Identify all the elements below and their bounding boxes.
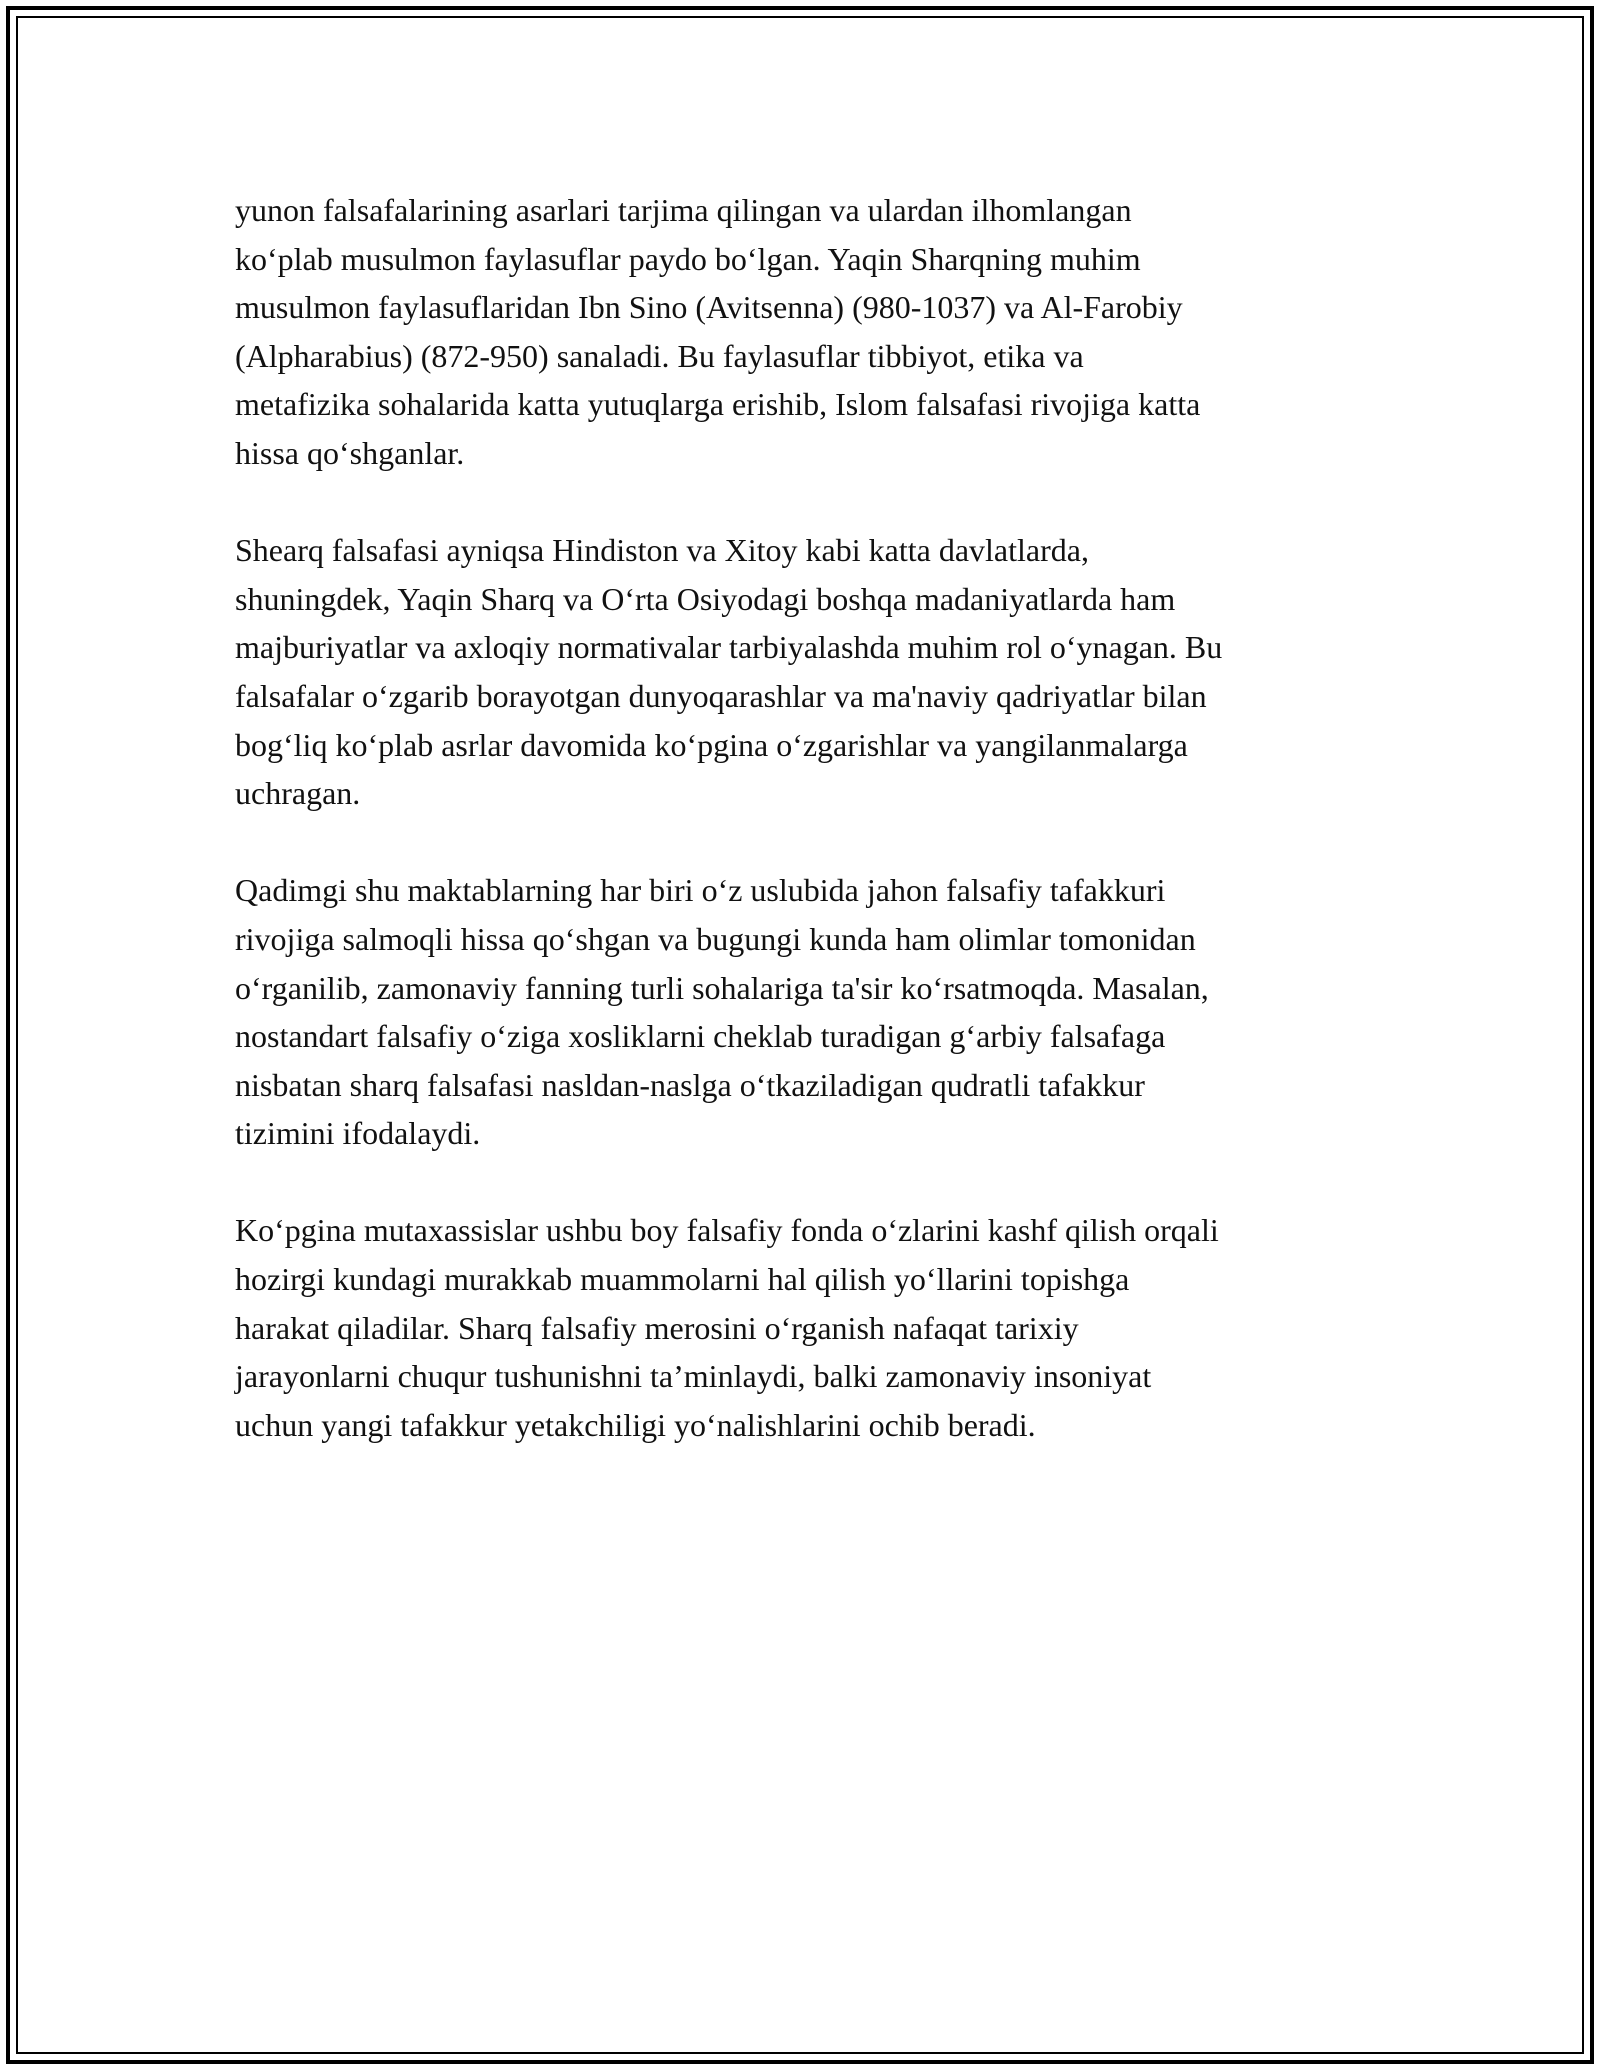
text-line: metafizika sohalarida katta yutuqlarga erishib, Islom falsafasi rivojiga katta [235,386,1201,423]
text-line: shuningdek, Yaqin Sharq va O‘rta Osiyodagi boshqa madaniyatlarda ham [235,580,1176,617]
text-line: falsafalar o‘zgarib borayotgan dunyoqarashlar va ma'naviy qadriyatlar bilan [235,677,1207,714]
text-line: yunon falsafalarining asarlari tarjima qilingan va ulardan ilhomlangan [235,192,1132,228]
text-line: rivojiga salmoqli hissa qo‘shgan va bugungi kunda ham olimlar tomonidan [235,920,1196,957]
paragraph-4 [235,1206,1385,1449]
text-line: Shearq falsafasi ayniqsa Hindiston va Xitoy kabi katta davlatlarda, [235,532,1089,569]
text-line: o‘rganilib, zamonaviy fanning turli sohalariga ta'sir ko‘rsatmoqda. Masalan, [235,969,1209,1006]
text-line: jarayonlarni chuqur tushunishni ta’minlaydi, balki zamonaviy insoniyat [235,1358,1152,1395]
text-line: hozirgi kundagi murakkab muammolarni hal qilish yo‘llarini topishga [235,1261,1130,1298]
text-line: Qadimgi shu maktablarning har biri o‘z uslubida jahon falsafiy tafakkuri [235,872,1166,909]
text-line: Ko‘pgina mutaxassislar ushbu boy falsafiy fonda o‘zlarini kashf qilish orqali [235,1212,1219,1249]
text-line: nisbatan sharq falsafasi nasldan-naslga o‘tkaziladigan qudratli tafakkur [235,1066,1145,1103]
text-line: nostandart falsafiy o‘ziga xosliklarni cheklab turadigan g‘arbiy falsafaga [235,1018,1166,1055]
paragraph-2 [235,526,1385,818]
text-line: harakat qiladilar. Sharq falsafiy merosini o‘rganish nafaqat tarixiy [235,1309,1079,1346]
paragraph-1 [235,186,1385,478]
text-line: hissa qo‘shganlar. [235,434,465,471]
text-line: uchragan. [235,775,361,812]
paragraph-3 [235,866,1385,1158]
text-line: (Alpharabius) (872-950) sanaladi. Bu faylasuflar tibbiyot, etika va [235,337,1084,374]
text-line: bog‘liq ko‘plab asrlar davomida ko‘pgina o‘zgarishlar va yangilanmalarga [235,726,1188,763]
text-line: uchun yangi tafakkur yetakchiligi yo‘nalishlarini ochib beradi. [235,1406,1036,1443]
text-line: majburiyatlar va axloqiy normativalar tarbiyalashda muhim rol o‘ynagan. Bu [235,629,1223,666]
document-body [235,186,1385,1498]
text-line: tizimini ifodalaydi. [235,1115,481,1152]
text-line: ko‘plab musulmon faylasuflar paydo bo‘lgan. Yaqin Sharqning muhim [235,240,1141,277]
text-line: musulmon faylasuflaridan Ibn Sino (Avitsenna) (980-1037) va Al-Farobiy [235,289,1183,326]
